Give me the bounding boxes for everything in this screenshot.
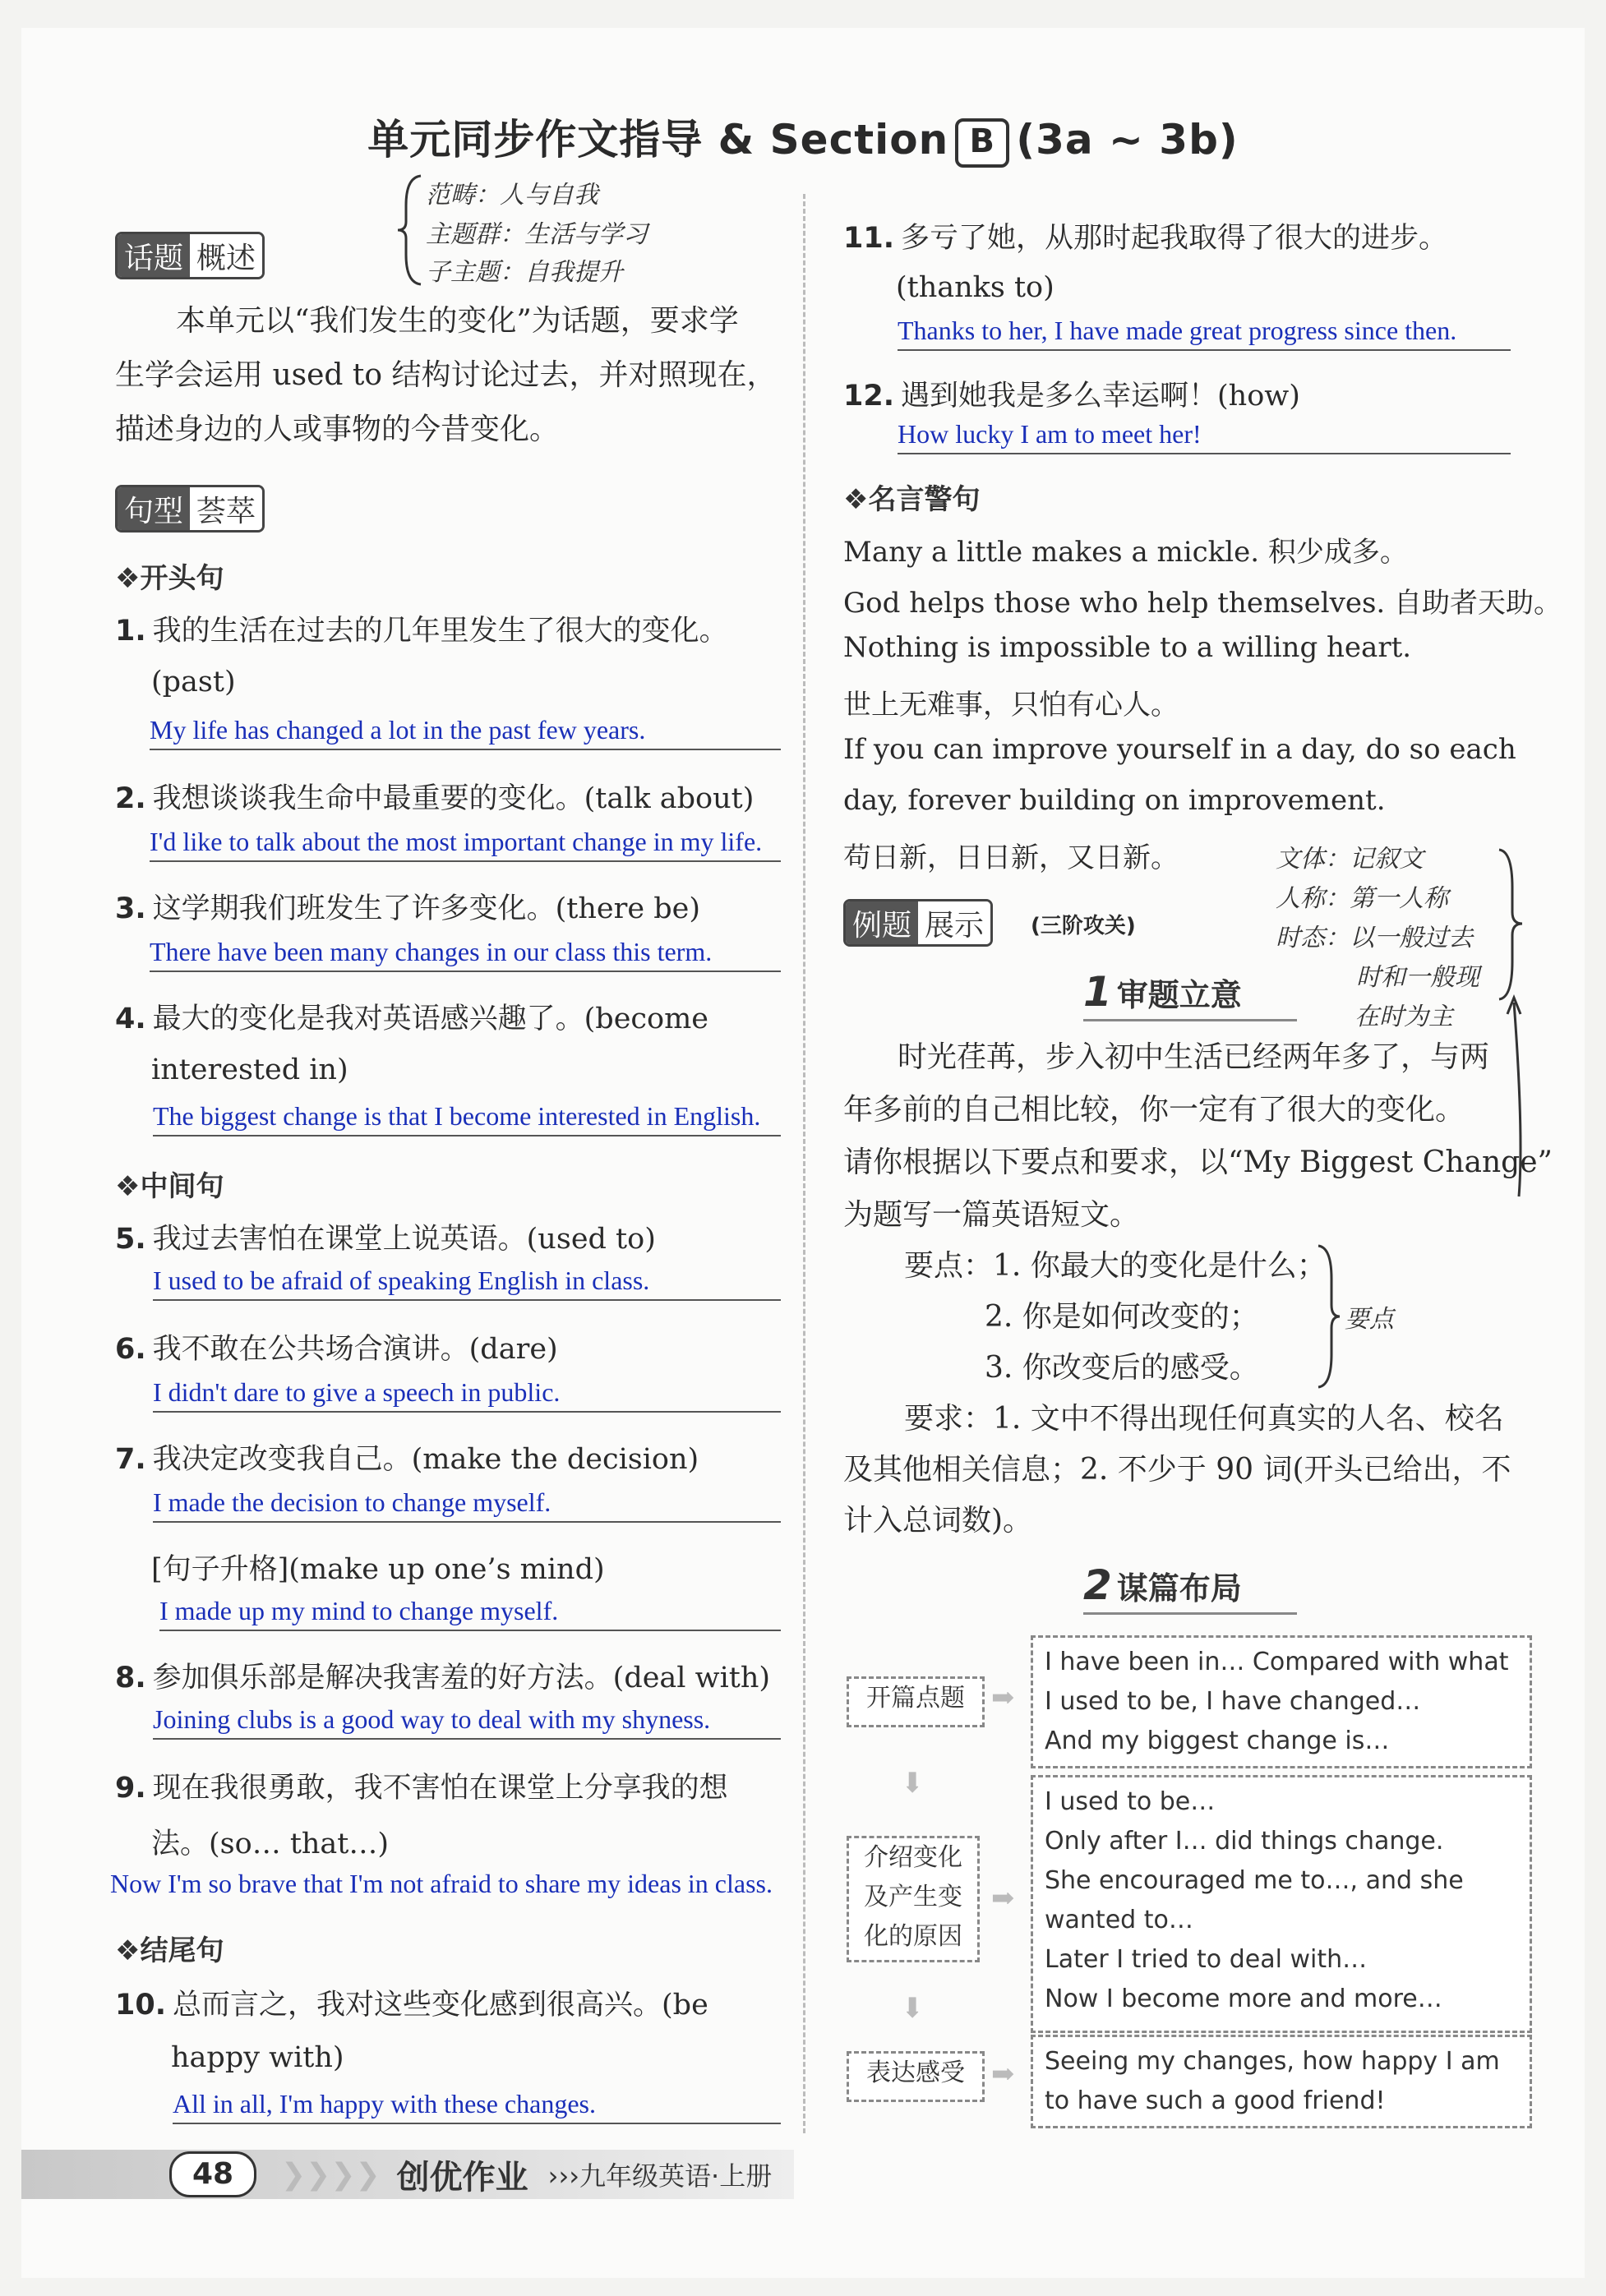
- note-person: 人称：第一人称: [1276, 884, 1448, 913]
- point-2: 2. 你是如何改变的；: [985, 1300, 1259, 1334]
- opening-heading: ❖开头句: [115, 562, 224, 595]
- arrow-right-1: ➡: [991, 1681, 1015, 1714]
- arrow-right-2: ➡: [991, 1882, 1015, 1915]
- layout-label-feeling: 表达感受: [847, 2051, 985, 2102]
- item-7-upgrade-answer: I made up my mind to change myself.: [159, 1596, 781, 1631]
- quote-4-cont: day, forever building on improvement.: [843, 784, 1386, 817]
- arrow-down-2: ⬇: [901, 1992, 925, 2025]
- layout-box-opening: I have been in… Compared with what I used to be, I have changed… And my biggest change is…: [1031, 1635, 1532, 1768]
- example-tag: (三阶攻关): [1031, 914, 1136, 938]
- prompt-line-1: 时光荏苒，步入初中生活已经两年多了，与两: [898, 1040, 1490, 1074]
- column-divider: [803, 194, 807, 2133]
- note-genre: 文体：记叙文: [1276, 845, 1424, 874]
- ending-heading: ❖结尾句: [115, 1934, 224, 1967]
- item-12-answer: How lucky I am to meet her!: [898, 419, 1511, 454]
- item-11-hint: (thanks to): [896, 271, 1055, 304]
- point-3: 3. 你改变后的感受。: [985, 1351, 1259, 1385]
- note-tense-3: 在时为主: [1354, 1003, 1453, 1031]
- points-brace: [1315, 1243, 1343, 1390]
- arrow-right-3: ➡: [991, 2058, 1015, 2091]
- step-1-heading: 1 审题立意: [1083, 968, 1297, 1021]
- item-10-hint: happy with): [171, 2041, 344, 2074]
- arrow-down-1: ⬇: [901, 1767, 925, 1800]
- requirement-line-1: 要求：1. 文中不得出现任何真实的人名、校名: [904, 1402, 1504, 1436]
- item-9-hint: 法。(so… that…): [151, 1828, 390, 1860]
- item-7-answer: I made the decision to change myself.: [153, 1487, 781, 1523]
- points-note: 要点: [1345, 1305, 1394, 1334]
- item-11-question: 11. 多亏了她，从那时起我取得了很大的进步。: [843, 222, 1448, 255]
- item-10-answer: All in all, I'm happy with these changes.: [173, 2089, 781, 2124]
- step-2-heading: 2 谋篇布局: [1083, 1561, 1297, 1615]
- layout-label-opening: 开篇点题: [847, 1676, 985, 1727]
- note-brace: [393, 173, 426, 288]
- footer-bar: [21, 2150, 794, 2199]
- quote-3-cn: 世上无难事，只怕有心人。: [843, 689, 1179, 722]
- item-3-answer: There have been many changes in our class this term.: [150, 937, 781, 972]
- topic-line-1: 本单元以“我们发生的变化”为话题，要求学: [176, 304, 739, 338]
- topic-badge: 话题 概述: [115, 232, 265, 279]
- item-2-answer: I'd like to talk about the most important change in my life.: [150, 827, 781, 862]
- layout-label-change: 介绍变化及产生变化的原因: [847, 1836, 980, 1962]
- example-badge: 例题 展示: [843, 899, 993, 947]
- footer-book: ›››九年级英语·上册: [547, 2160, 773, 2192]
- note-right-brace: [1496, 846, 1529, 1003]
- item-6-question: 6. 我不敢在公共场合演讲。(dare): [115, 1333, 558, 1366]
- prompt-line-4: 为题写一篇英语短文。: [843, 1198, 1140, 1232]
- item-1-answer: My life has changed a lot in the past few years.: [150, 715, 781, 750]
- item-2-question: 2. 我想谈谈我生命中最重要的变化。(talk about): [115, 782, 755, 815]
- note-tense-2: 时和一般现: [1356, 963, 1479, 992]
- item-7-upgrade-question: [句子升格](make up one’s mind): [151, 1553, 605, 1586]
- note-category: 范畴：人与自我: [426, 181, 598, 210]
- quote-4-cn: 苟日新，日日新，又日新。: [843, 841, 1179, 874]
- quote-4: If you can improve yourself in a day, do so each: [843, 733, 1516, 766]
- layout-box-feeling: Seeing my changes, how happy I am to have such a good friend!: [1031, 2035, 1532, 2128]
- item-4-question: 4. 最大的变化是我对英语感兴趣了。(become: [115, 1003, 709, 1035]
- item-1-question: 1. 我的生活在过去的几年里发生了很大的变化。: [115, 615, 728, 648]
- item-9-answer: Now I'm so brave that I'm not afraid to share my ideas in class.: [110, 1869, 773, 1898]
- item-4-answer: The biggest change is that I become interested in English.: [153, 1101, 781, 1136]
- item-11-answer: Thanks to her, I have made great progress since then.: [898, 316, 1511, 351]
- item-5-question: 5. 我过去害怕在课堂上说英语。(used to): [115, 1223, 656, 1256]
- patterns-badge: 句型 荟萃: [115, 485, 265, 533]
- item-9-question: 9. 现在我很勇敢，我不害怕在课堂上分享我的想: [115, 1772, 728, 1805]
- point-1: 要点：1. 你最大的变化是什么；: [904, 1249, 1327, 1283]
- page-title: 单元同步作文指导 & Section B (3a ~ 3b): [0, 107, 1606, 168]
- note-subtheme: 子主题：自我提升: [426, 258, 623, 287]
- topic-line-3: 描述身边的人或事物的今昔变化。: [115, 413, 560, 446]
- item-10-question: 10. 总而言之，我对这些变化感到很高兴。(be: [115, 1989, 708, 2022]
- item-6-answer: I didn't dare to give a speech in public.: [153, 1377, 781, 1413]
- item-3-question: 3. 这学期我们班发生了许多变化。(there be): [115, 892, 700, 925]
- quote-2: God helps those who help themselves. 自助者天助。: [843, 587, 1562, 620]
- prompt-line-3: 请你根据以下要点和要求，以“My Biggest Change”: [843, 1146, 1553, 1179]
- footer-chevrons: ❯❯❯❯: [281, 2157, 381, 2192]
- item-4-hint: interested in): [151, 1053, 348, 1086]
- requirement-line-2: 及其他相关信息；2. 不少于 90 词(开头已给出，不: [843, 1453, 1511, 1487]
- middle-heading: ❖中间句: [115, 1170, 224, 1203]
- quotes-heading: ❖名言警句: [843, 483, 981, 516]
- topic-line-2: 生学会运用 used to 结构讨论过去，并对照现在，: [115, 358, 777, 392]
- requirement-line-3: 计入总词数)。: [843, 1504, 1033, 1538]
- item-12-question: 12. 遇到她我是多么幸运啊！(how): [843, 380, 1300, 413]
- item-8-question: 8. 参加俱乐部是解决我害羞的好方法。(deal with): [115, 1662, 771, 1694]
- item-7-question: 7. 我决定改变我自己。(make the decision): [115, 1443, 699, 1476]
- footer-brand: 创优作业: [396, 2158, 528, 2197]
- item-8-answer: Joining clubs is a good way to deal with my shyness.: [153, 1704, 781, 1740]
- quote-1: Many a little makes a mickle. 积少成多。: [843, 536, 1408, 569]
- page-number: 48: [169, 2151, 256, 2197]
- note-tense: 时态：以一般过去: [1276, 924, 1473, 952]
- item-1-hint: (past): [151, 666, 236, 698]
- item-5-answer: I used to be afraid of speaking English in class.: [153, 1266, 781, 1301]
- note-theme-group: 主题群：生活与学习: [426, 220, 648, 249]
- quote-3: Nothing is impossible to a willing heart.: [843, 631, 1412, 664]
- section-badge: B: [955, 118, 1009, 168]
- prompt-line-2: 年多前的自己相比较，你一定有了很大的变化。: [843, 1093, 1465, 1127]
- layout-box-change: I used to be… Only after I… did things change. She encouraged me to…, and she wanted to… Later I tried to deal with… Now I become more and more…: [1031, 1775, 1532, 2033]
